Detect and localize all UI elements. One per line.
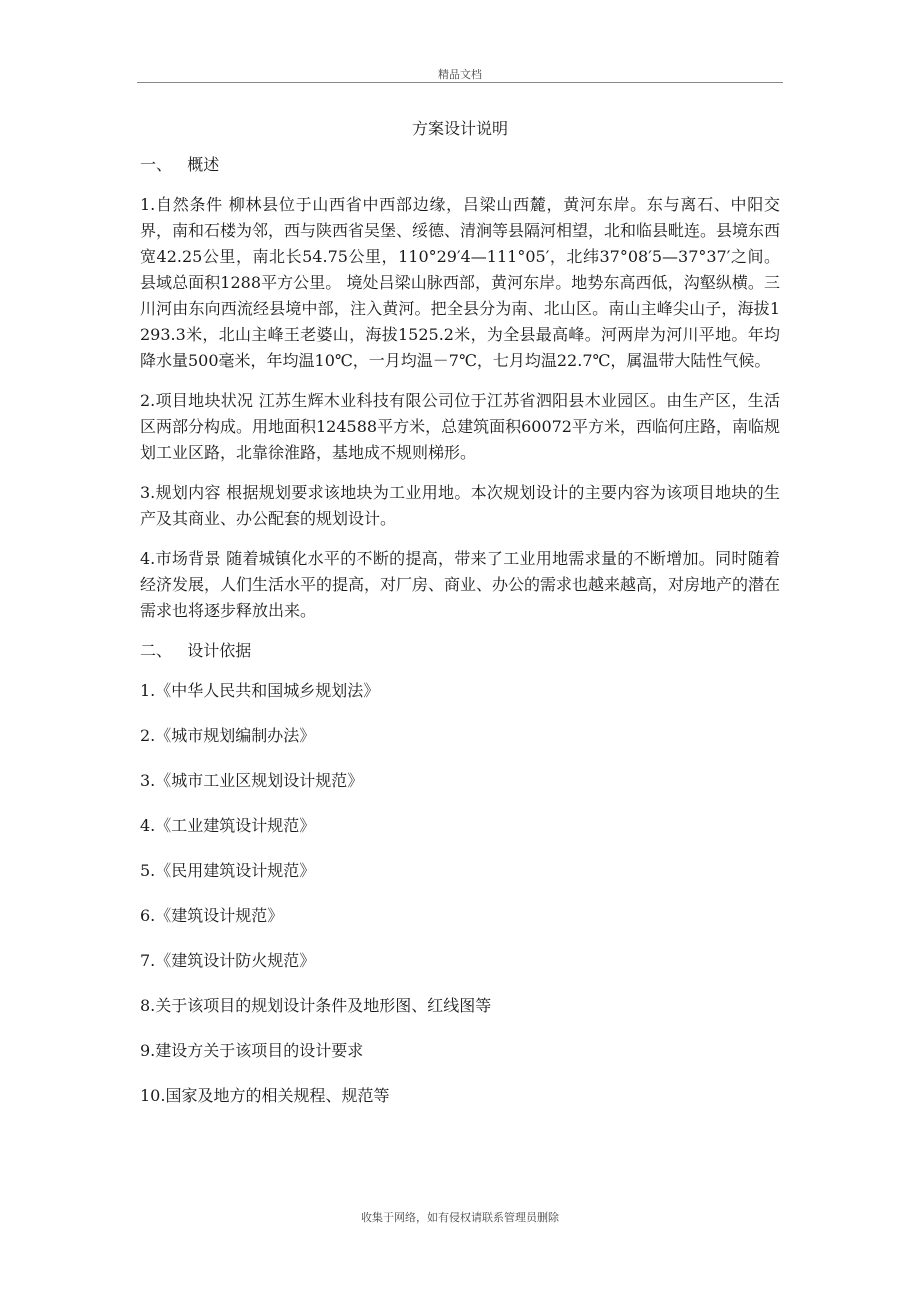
list-item: 1.《中华人民共和国城乡规划法》 — [140, 681, 380, 700]
section-heading-overview: 一、 概述 — [140, 155, 220, 174]
list-item: 7.《建筑设计防火规范》 — [140, 951, 316, 970]
section-heading-design-basis: 二、 设计依据 — [140, 641, 252, 660]
document-title: 方案设计说明 — [411, 119, 508, 138]
list-item: 8.关于该项目的规划设计条件及地形图、红线图等 — [140, 996, 492, 1015]
list-item: 6.《建筑设计规范》 — [140, 906, 284, 925]
document-body — [140, 152, 780, 1128]
list-item: 5.《民用建筑设计规范》 — [140, 861, 316, 880]
design-basis-list — [140, 678, 780, 1109]
list-item: 10.国家及地方的相关规程、规范等 — [140, 1086, 390, 1105]
page-header: 精品文档 — [438, 68, 482, 81]
paragraph-market-background: 4.市场背景 随着城镇化水平的不断的提高，带来了工业用地需求量的不断增加。同时随着经济发展，人们生活水平的提高，对厂房、商业、办公的需求也越来越高，对房地产的潜在需求也将逐步释放出来。 — [140, 549, 781, 620]
list-item: 2.《城市规划编制办法》 — [140, 726, 316, 745]
paragraph-site-status: 2.项目地块状况 江苏生辉木业科技有限公司位于江苏省泗阳县木业园区。由生产区，生活区两部分构成。用地面积124588平方米，总建筑面积60072平方米，西临何庄路，南临规划工业区路，北靠徐淮路，基地成不规则梯形。 — [140, 391, 780, 462]
list-item: 9.建设方关于该项目的设计要求 — [140, 1041, 364, 1060]
paragraph-planning-content: 3.规划内容 根据规划要求该地块为工业用地。本次规划设计的主要内容为该项目地块的生产及其商业、办公配套的规划设计。 — [140, 483, 780, 528]
list-item: 3.《城市工业区规划设计规范》 — [140, 771, 364, 790]
header-divider — [137, 82, 783, 83]
list-item: 4.《工业建筑设计规范》 — [140, 816, 316, 835]
page-footer: 收集于网络，如有侵权请联系管理员删除 — [361, 1211, 559, 1224]
paragraph-natural-conditions: 1.自然条件 柳林县位于山西省中西部边缘，吕梁山西麓，黄河东岸。东与离石、中阳交界，南和石楼为邻，西与陕西省吴堡、绥德、清涧等县隔河相望，北和临县毗连。县境东西宽42.25公里，南北长54.75公里，110°29′4—111°05′，北纬37°08′5—37°37′之间。县域总面积1288平方公里。 境处吕梁山脉西部，黄河东岸。地势东高西低，沟壑纵横。三川河由东向西流经县境中部，注入黄河。把全县分为南、北山区。南山主峰尖山子，海拔1293.3米，北山主峰王老婆山，海拔1525.2米，为全县最高峰。河两岸为河川平地。年均降水量500毫米，年均温10℃，一月均温－7℃，七月均温22.7℃，属温带大陆性气候。 — [140, 195, 781, 370]
